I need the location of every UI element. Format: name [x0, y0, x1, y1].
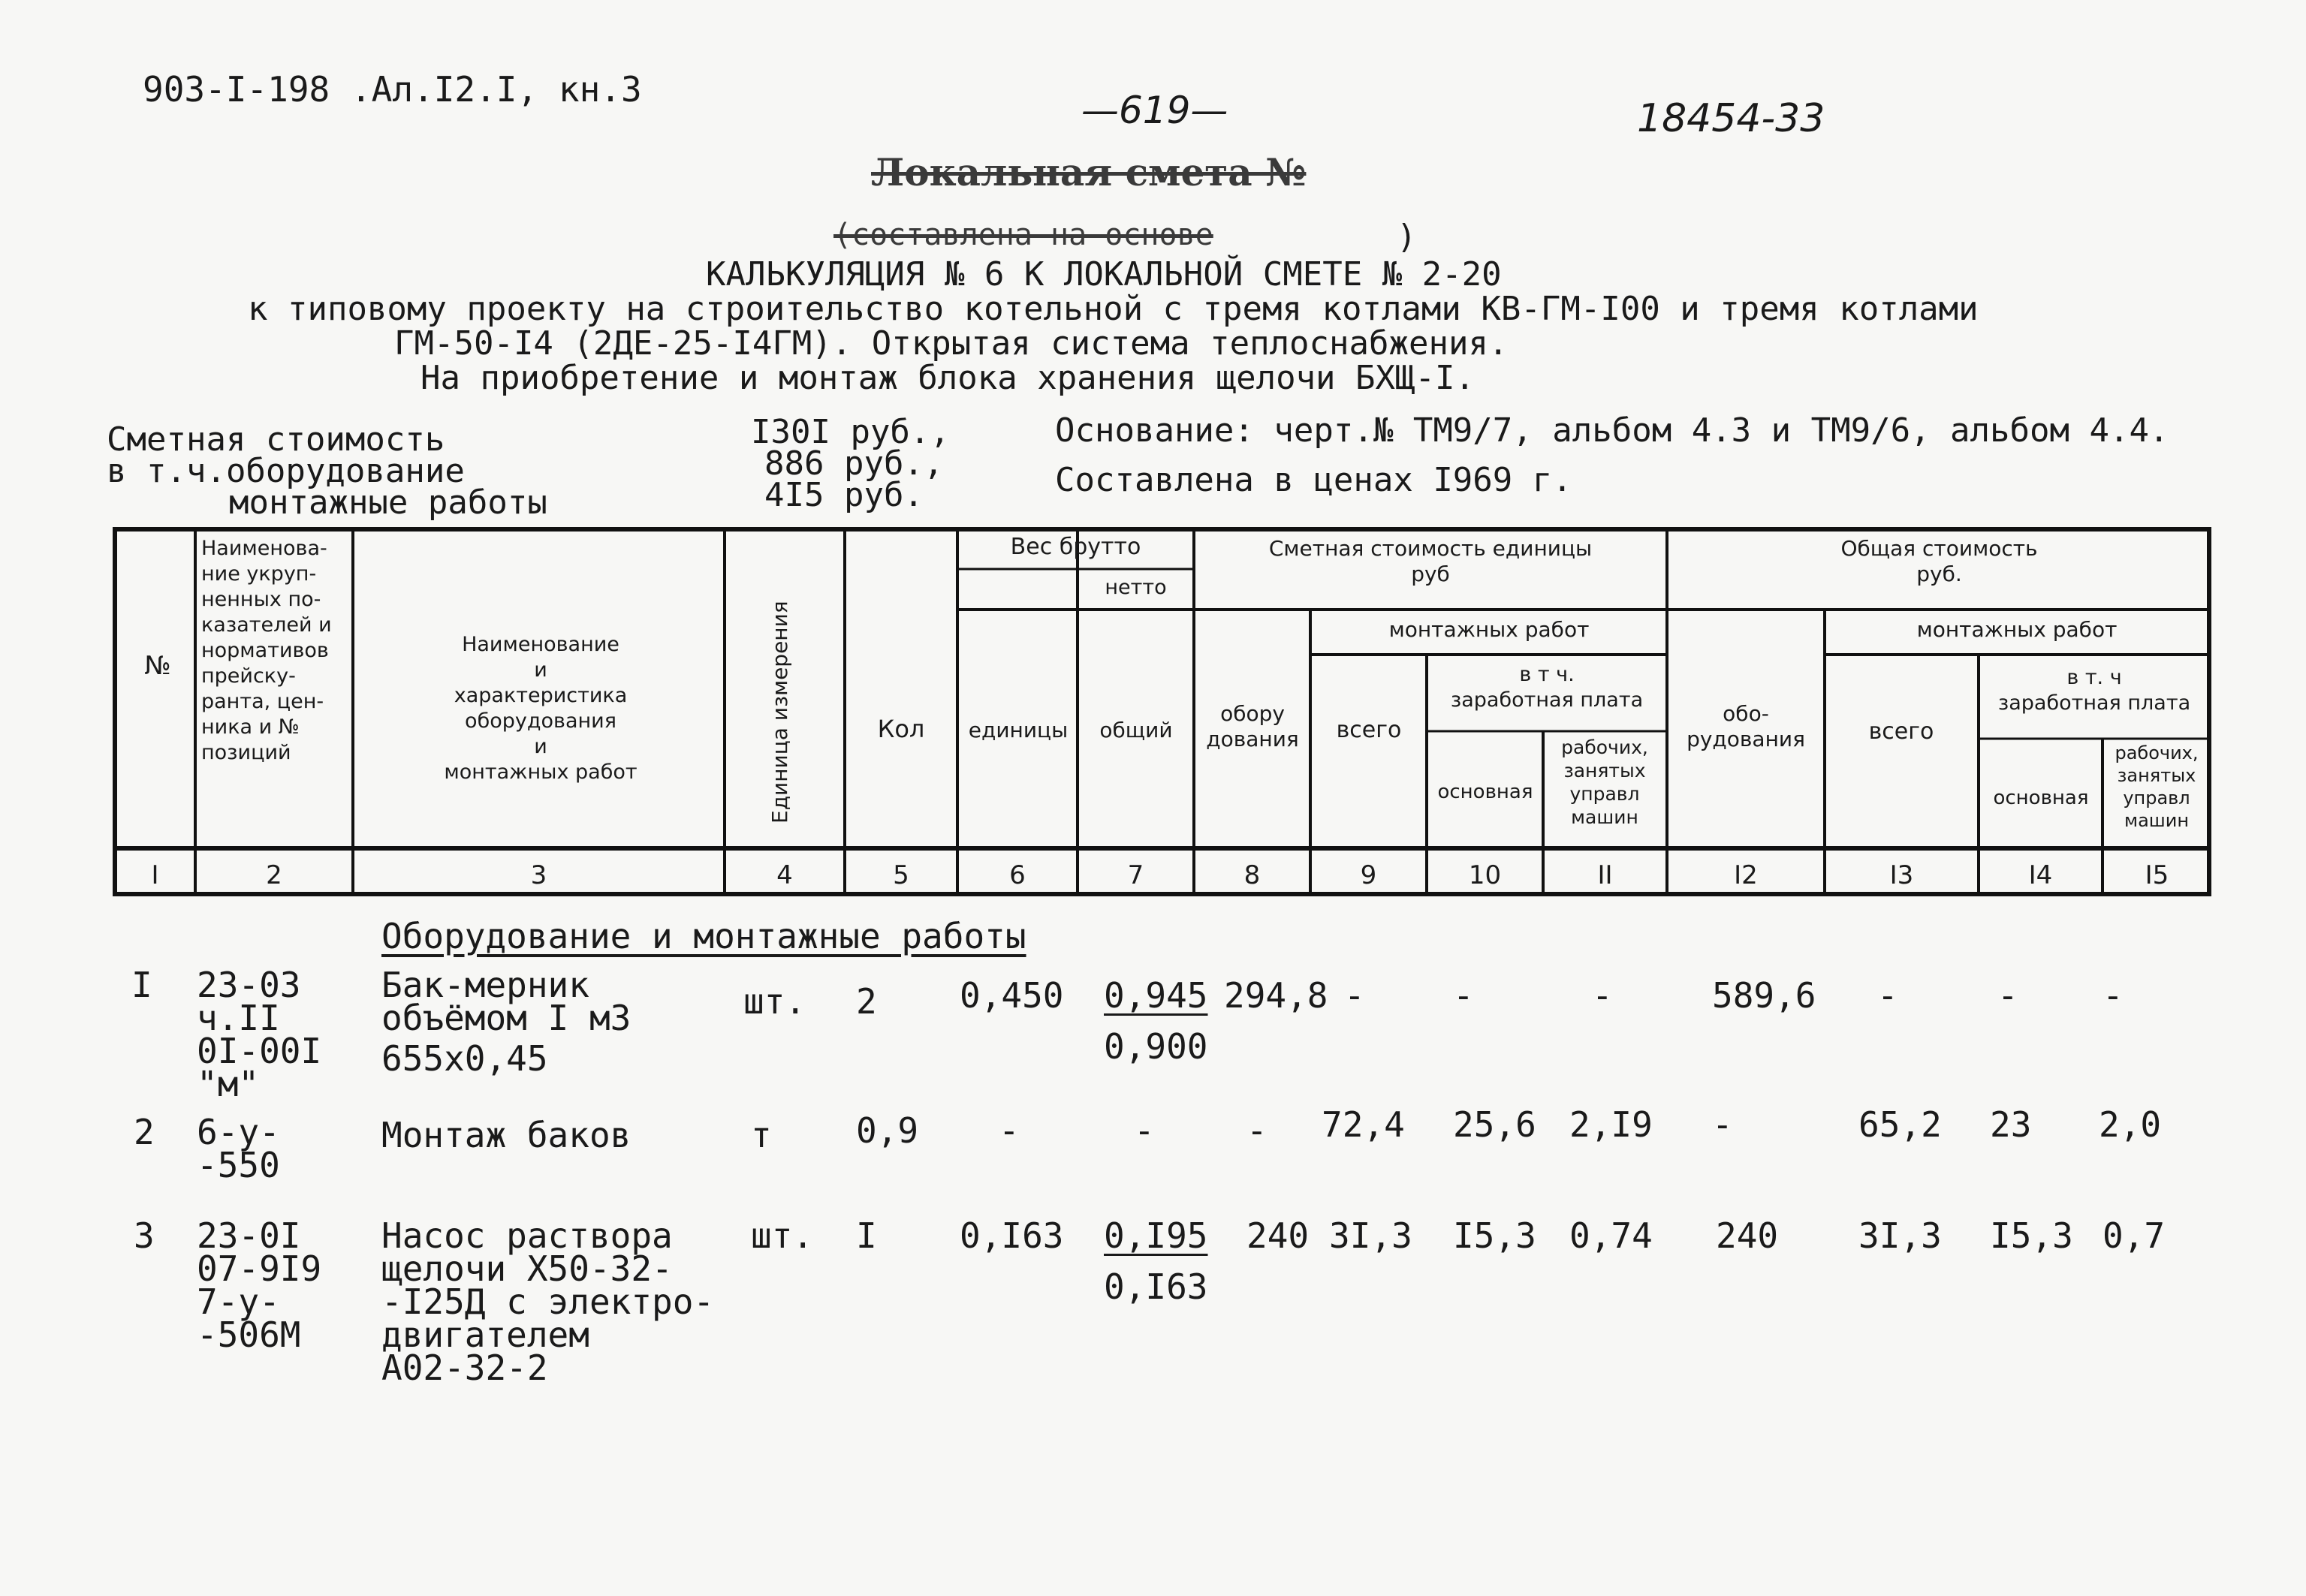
row-name: Бак-мерник объёмом I м3 655x0,45: [381, 965, 632, 1079]
row-unit-wage-machine: 2,I9: [1569, 1104, 1653, 1145]
column-number: I4: [2028, 860, 2053, 890]
row-qty: 0,9: [856, 1110, 919, 1151]
calculation-title: КАЛЬКУЛЯЦИЯ № 6 К ЛОКАЛЬНОЙ СМЕТЕ № 2-20: [706, 255, 1502, 294]
row-total-wage-machine: -: [2103, 975, 2124, 1016]
header-col-14: основная: [1993, 787, 2089, 809]
header-unit-cost: Сметная стоимость единицы руб: [1268, 536, 1593, 586]
row-weight-total: -: [1134, 1110, 1155, 1151]
row-name: Насос раствора щелочи Х50-32- -I25Д с электро- двигателем А02-32-2: [381, 1215, 715, 1388]
row-weight-unit: 0,450: [960, 975, 1064, 1016]
cost-value-installation: 4I5 руб.: [764, 476, 924, 514]
header-col-15: рабочих, занятых управл машин: [2115, 742, 2199, 831]
cost-value-total: I30I руб.,: [751, 413, 950, 451]
row-unit-equipment: 294,8: [1224, 975, 1328, 1016]
row-weight-unit: -: [999, 1110, 1020, 1151]
row-unit-equipment: -: [1246, 1110, 1268, 1151]
header-col-2: Наименова- ние укруп- ненных по- казателей и нормативов прейску- ранта, цен- ника и № позиций: [201, 537, 332, 764]
section-title: Оборудование и монтажные работы: [381, 916, 1026, 956]
closing-parenthesis: ): [1397, 218, 1417, 256]
row-unit-equipment: 240: [1246, 1215, 1310, 1256]
row-total-install: -: [1877, 975, 1898, 1016]
row-unit: т: [751, 1115, 772, 1155]
header-incl-wage: в т ч. заработная плата: [1450, 663, 1644, 712]
row-code: 6-у- -550: [197, 1112, 280, 1185]
cost-label-equipment: в т.ч.оборудование: [107, 452, 465, 490]
column-number: 9: [1360, 860, 1377, 890]
title-line-3: ГМ-50-I4 (2ДЕ-25-I4ГМ). Открытая система теплоснабжения.: [394, 324, 1509, 363]
row-number: I: [131, 965, 152, 1005]
header-install: монтажных работ: [1388, 617, 1590, 642]
column-number: 7: [1127, 860, 1144, 890]
row-weight-total: 0,945: [1104, 975, 1208, 1016]
row-unit-install-total: 3I,3: [1329, 1215, 1412, 1256]
page-number: —619—: [1081, 89, 1228, 132]
basis-text: Основание: черт.№ ТМ9/7, альбом 4.3 и ТМ9/6, альбом 4.4.: [1055, 411, 2169, 450]
row-total-install: 65,2: [1858, 1104, 1942, 1145]
row-total-install: 3I,3: [1858, 1215, 1942, 1256]
column-number: 4: [776, 860, 793, 890]
column-number: I: [151, 860, 159, 890]
row-code: 23-0I 07-9I9 7-у- -506М: [197, 1215, 322, 1355]
header-col-5: Кол: [877, 715, 925, 743]
header-incl-wage-2: в т. ч заработная плата: [1997, 666, 2191, 715]
header-col-11: рабочих, занятых управл машин: [1561, 736, 1648, 828]
row-total-wage-base: 23: [1990, 1104, 2032, 1145]
document-code: 903-I-198 .Ал.I2.I, кн.3: [143, 69, 642, 110]
crossed-out-title: Локальная смета №: [871, 150, 1307, 194]
row-code: 23-03 ч.II 0I-00I "м": [197, 965, 322, 1104]
row-total-equipment: 589,6: [1712, 975, 1816, 1016]
column-number: 6: [1009, 860, 1026, 890]
compiled-prices-text: Составлена в ценах I969 г.: [1055, 461, 1572, 499]
cost-label-total: Сметная стоимость: [107, 420, 445, 459]
row-qty: I: [856, 1215, 877, 1256]
row-unit-install-total: -: [1344, 975, 1365, 1016]
header-weight: Вес брутто: [1010, 534, 1141, 560]
row-total-wage-base: -: [1997, 975, 2018, 1016]
cost-label-installation: монтажные работы: [229, 483, 547, 522]
header-install-2: монтажных работ: [1916, 617, 2118, 642]
header-col-8: обору дования: [1206, 701, 1299, 751]
row-weight-total-net: 0,I63: [1104, 1266, 1208, 1307]
header-col-13: всего: [1868, 718, 1934, 745]
estimate-table-header: [113, 527, 2211, 896]
row-total-wage-machine: 0,7: [2103, 1215, 2166, 1256]
row-total-wage-base: I5,3: [1990, 1215, 2073, 1256]
column-number: 5: [893, 860, 909, 890]
column-number: 8: [1243, 860, 1261, 890]
row-unit-wage-machine: 0,74: [1569, 1215, 1653, 1256]
row-weight-total-net: 0,900: [1104, 1026, 1208, 1067]
row-weight-total: 0,I95: [1104, 1215, 1208, 1256]
header-weight-net: нетто: [1105, 576, 1167, 599]
header-col-6: единицы: [968, 718, 1069, 742]
row-total-equipment: -: [1712, 1104, 1733, 1145]
column-number: 10: [1468, 860, 1502, 890]
row-number: 2: [134, 1112, 155, 1152]
row-unit-wage-base: -: [1453, 975, 1474, 1016]
header-col-7: общий: [1099, 718, 1173, 742]
row-unit-wage-machine: -: [1592, 975, 1613, 1016]
column-number: I3: [1889, 860, 1914, 890]
row-qty: 2: [856, 981, 877, 1022]
column-number: 3: [530, 860, 547, 890]
row-total-equipment: 240: [1716, 1215, 1779, 1256]
column-number: I5: [2145, 860, 2169, 890]
row-number: 3: [134, 1215, 155, 1256]
header-total-cost: Общая стоимость руб.: [1840, 536, 2038, 586]
row-unit-wage-base: 25,6: [1453, 1104, 1536, 1145]
column-number: 2: [266, 860, 282, 890]
row-unit-install-total: 72,4: [1322, 1104, 1405, 1145]
column-number: I2: [1734, 860, 1758, 890]
column-number: II: [1597, 860, 1613, 890]
header-col-12: обо- рудования: [1687, 701, 1805, 751]
registry-number: 18454-33: [1637, 96, 1825, 141]
header-col-10: основная: [1437, 781, 1533, 803]
cost-value-equipment: 886 руб.,: [764, 444, 944, 483]
header-col-3: Наименование и характеристика оборудования и монтажных работ: [444, 633, 638, 784]
row-name: Монтаж баков: [381, 1115, 632, 1155]
row-unit: шт.: [751, 1215, 814, 1256]
header-col-1: №: [144, 651, 171, 681]
row-total-wage-machine: 2,0: [2099, 1104, 2162, 1145]
crossed-out-subtitle: (составлена на основе: [833, 218, 1213, 252]
header-col-9: всего: [1336, 717, 1402, 743]
row-unit-wage-base: I5,3: [1453, 1215, 1536, 1256]
row-unit: шт.: [743, 981, 806, 1022]
row-weight-unit: 0,I63: [960, 1215, 1064, 1256]
header-col-4: Единица измерения: [767, 601, 792, 824]
title-line-2: к типовому проекту на строительство котельной с тремя котлами КВ-ГМ-I00 и тремя котлами: [248, 290, 1979, 328]
title-line-4: На приобретение и монтаж блока хранения щелочи БХЩ-I.: [421, 359, 1475, 397]
